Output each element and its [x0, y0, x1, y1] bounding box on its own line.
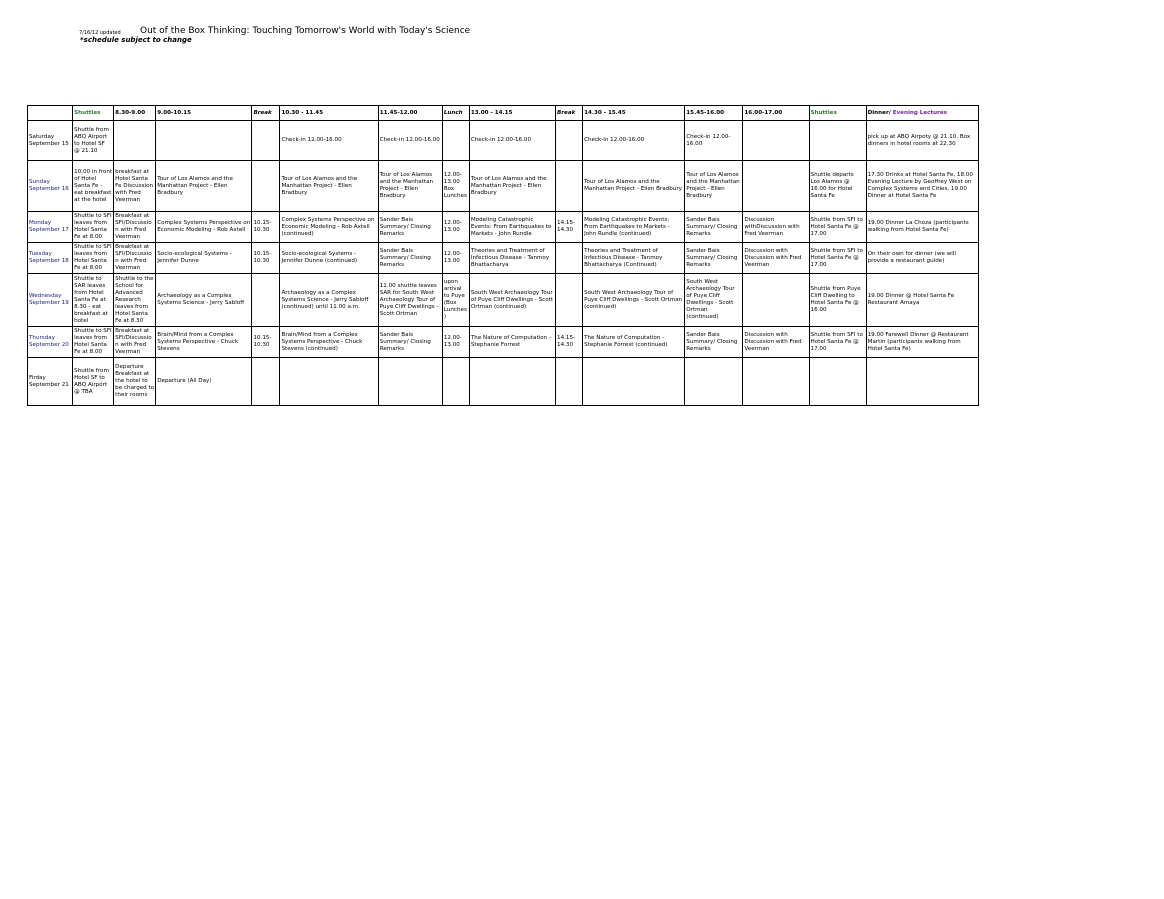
cell-1030: Check-in 12.00-16.00	[280, 121, 378, 161]
table-row	[28, 274, 979, 327]
cell-1145: 11.00 shuttle leaves SAR for South West Archaeology Tour of Puye Cliff Dwellings - Scott Ortman	[378, 274, 442, 327]
cell-830: Breakfast at SFI/Discussion with Fred Veerman	[114, 327, 156, 358]
cell-1300: Tour of Los Alamos and the Manhattan Project - Ellen Bradbury	[469, 161, 555, 212]
lunch-cell: 12.00-13.00	[442, 243, 469, 274]
schedule-note: *schedule subject to change	[80, 36, 192, 44]
cell-1145: Sander Bais Summary/ Closing Remarks	[378, 212, 442, 243]
cell-1300: Theories and Treatment of Infectious Disease - Tanmoy Bhattacharya	[469, 243, 555, 274]
header-lunch: Lunch	[442, 106, 469, 121]
schedule-table	[27, 105, 979, 406]
cell-830: Shuttle to the School for Advanced Research leaves from Hotel Santa Fe at 8.30	[114, 274, 156, 327]
cell-1300: Check-in 12.00-16.00	[469, 121, 555, 161]
cell-900: Archaeology as a Complex Systems Science - Jerry Sabloff	[156, 274, 252, 327]
day-cell: Firday September 21	[28, 358, 73, 406]
header-break-2: Break	[556, 106, 583, 121]
break-2-cell: 14.15-14.30	[556, 327, 583, 358]
cell-830	[114, 121, 156, 161]
day-cell: Monday September 17	[28, 212, 73, 243]
header-break-1: Break	[252, 106, 280, 121]
shuttle-pm-cell: Shuttle departs Los Alamos @ 16.00 for Hotel Santa Fe	[809, 161, 866, 212]
break-2-cell: 14.15-14.30	[556, 212, 583, 243]
shuttle-pm-cell	[809, 358, 866, 406]
shuttle-pm-cell: Shuttle from SFI to Hotel Santa Fe @ 17.00	[809, 327, 866, 358]
dinner-cell: 17.30 Drinks at Hotel Santa Fe, 18.00 Evening Lecture by Geoffrey West on Complex Systems and Cities, 19.00 Dinner at Hotel Santa Fe	[866, 161, 978, 212]
break-1-cell	[252, 161, 280, 212]
lunch-cell: 12.00-13.00 Box Lunches	[442, 161, 469, 212]
header-shuttles: Shuttles	[73, 106, 114, 121]
shuttle-am-cell: Shuttle from Hotel SF to ABQ Airport @ TBA	[73, 358, 114, 406]
cell-1600	[743, 274, 809, 327]
shuttle-am-cell: Shuttle to SFI leaves from Hotel Santa Fe at 8.00	[73, 243, 114, 274]
cell-1545: Sander Bais Summary/ Closing Remarks	[685, 327, 743, 358]
header-evening-lectures: Evening Lectures	[890, 109, 948, 116]
table-row	[28, 212, 979, 243]
table-row	[28, 327, 979, 358]
cell-1030: Tour of Los Alamos and the Manhattan Project - Ellen Bradbury	[280, 161, 378, 212]
cell-1145: Sander Bais Summary/ Closing Remarks	[378, 327, 442, 358]
cell-830: breakfast at Hotel Santa Fe Discussion with Fred Veerman	[114, 161, 156, 212]
cell-900: Complex Systems Perspective on Economic Modeling - Rob Axtell	[156, 212, 252, 243]
break-2-cell	[556, 274, 583, 327]
lunch-cell: 12.00-13.00	[442, 327, 469, 358]
cell-1430	[583, 358, 685, 406]
cell-1300: South West Archaeology Tour of Puye Cliff Dwellings - Scott Ortman (continued)	[469, 274, 555, 327]
header-dinner-label: Dinner/	[867, 109, 891, 116]
day-cell: Wednesday September 19	[28, 274, 73, 327]
dinner-cell: 19.00 Farewell Dinner @ Restaurant Martin (participants walking from Hotel Santa Fe)	[866, 327, 978, 358]
day-cell: Saturday September 15	[28, 121, 73, 161]
header-1145: 11.45-12.00	[378, 106, 442, 121]
shuttle-am-cell: Shuttle to SFI leaves from Hotel Santa Fe at 8.00	[73, 327, 114, 358]
cell-1430: The Nature of Computation - Stephanie Forrest (continued)	[583, 327, 685, 358]
day-cell: Sunday September 16	[28, 161, 73, 212]
cell-1600	[743, 358, 809, 406]
cell-1600: Discussion with Discussion with Fred Veerman	[743, 327, 809, 358]
dinner-cell: 19.00 Dinner La Choza (participants walking from Hotel Santa Fe)	[866, 212, 978, 243]
cell-1600: Discussion withDiscussion with Fred Veerman	[743, 212, 809, 243]
table-row	[28, 358, 979, 406]
header-row	[28, 106, 979, 121]
break-2-cell	[556, 161, 583, 212]
dinner-cell: On their own for dinner (we will provide a restaurant guide)	[866, 243, 978, 274]
dinner-cell	[866, 358, 978, 406]
day-cell: Thursday September 20	[28, 327, 73, 358]
cell-1545	[685, 358, 743, 406]
header-1030: 10.30 - 11.45	[280, 106, 378, 121]
cell-1145: Check-in 12.00-16.00	[378, 121, 442, 161]
cell-1600	[743, 161, 809, 212]
cell-900: Socio-ecological Systems - Jennifer Dunne	[156, 243, 252, 274]
break-2-cell	[556, 358, 583, 406]
lunch-cell	[442, 121, 469, 161]
header-1300: 13.00 - 14.15	[469, 106, 555, 121]
dinner-cell: pick up at ABQ Airpoty @ 21.10. Box dinners in hotel rooms at 22.30	[866, 121, 978, 161]
cell-1430: Theories and Treatment of Infectious Disease - Tanmoy Bhattacharya (Continued)	[583, 243, 685, 274]
header-corner	[28, 106, 73, 121]
shuttle-am-cell: Shuttle to SFI leaves from Hotel Santa Fe at 8.00	[73, 212, 114, 243]
cell-1145: Tour of Los Alamos and the Manhattan Project - Ellen Bradbury	[378, 161, 442, 212]
lunch-cell: upon arrival to Puye (Box Lunches)	[442, 274, 469, 327]
break-2-cell	[556, 121, 583, 161]
shuttle-pm-cell: Shuttle from SFI to Hotel Santa Fe @ 17.00	[809, 212, 866, 243]
cell-1145: Sander Bais Summary/ Closing Remarks	[378, 243, 442, 274]
shuttle-am-cell: Shuttle to SAR leaves from Hotel Santa Fe at 8.30 - eat breakfast at hotel	[73, 274, 114, 327]
header-shuttles-pm: Shuttles	[809, 106, 866, 121]
cell-1545: Check-in 12.00-16.00	[685, 121, 743, 161]
header-1545: 15.45-16.00	[685, 106, 743, 121]
cell-1430: Tour of Los Alamos and the Manhattan Project - Ellen Bradbury	[583, 161, 685, 212]
cell-1030: Archaeology as a Complex Systems Science - Jerry Sabloff (continued) until 11.00 a.m.	[280, 274, 378, 327]
cell-1545: Sander Bais Summary/ Closing Remarks	[685, 212, 743, 243]
cell-830: Breakfast at SFI/Discussion with Fred Veerman	[114, 212, 156, 243]
cell-1300: The Nature of Computation - Stephanie Forrest	[469, 327, 555, 358]
header-1600: 16.00-17.00	[743, 106, 809, 121]
cell-1430: South West Archaeology Tour of Puye Cliff Dwellings - Scott Ortman (continued)	[583, 274, 685, 327]
cell-900: Tour of Los Alamos and the Manhattan Project - Ellen Bradbury	[156, 161, 252, 212]
dinner-cell: 19.00 Dinner @ Hotel Santa Fe Restaurant Amaya	[866, 274, 978, 327]
break-1-cell: 10.15-10.30	[252, 212, 280, 243]
cell-1545: South West Archaeology Tour of Puye Cliff Dwellings - Scott Ortman (continued)	[685, 274, 743, 327]
break-2-cell	[556, 243, 583, 274]
table-row	[28, 121, 979, 161]
cell-1430: Check-in 12.00-16.00	[583, 121, 685, 161]
cell-1300: Modeling Catastrophic Events: From Earthquakes to Markets - John Rundle	[469, 212, 555, 243]
cell-1300	[469, 358, 555, 406]
break-1-cell	[252, 274, 280, 327]
header-900: 9.00-10.15	[156, 106, 252, 121]
cell-1030	[280, 358, 378, 406]
page-title: Out of the Box Thinking: Touching Tomorrow's World with Today's Science	[140, 26, 471, 36]
cell-1145	[378, 358, 442, 406]
cell-1030: Complex Systems Perspective on Economic Modeling - Rob Axtell (continued)	[280, 212, 378, 243]
cell-830: Breakfast at SFI/Discussion with Fred Veerman	[114, 243, 156, 274]
header-dinner	[866, 106, 978, 121]
day-cell: Tuesday September 18	[28, 243, 73, 274]
cell-830: Departure Breakfast at the hotel to be charged to their rooms	[114, 358, 156, 406]
table-row	[28, 161, 979, 212]
shuttle-pm-cell: Shuttle from Puye Cliff Dwelling to Hotel Santa Fe @ 16.00	[809, 274, 866, 327]
cell-1545: Sander Bais Summary/ Closing Remarks	[685, 243, 743, 274]
cell-1600: Discussion with Discussion with Fred Veerman	[743, 243, 809, 274]
table-row	[28, 243, 979, 274]
lunch-cell	[442, 358, 469, 406]
cell-1545: Tour of Los Alamos and the Manhattan Project - Ellen Bradbury	[685, 161, 743, 212]
cell-900: Brain/Mind from a Complex Systems Perspective - Chuck Stevens	[156, 327, 252, 358]
updated-date: 7/16/12 updated	[79, 30, 121, 36]
break-1-cell: 10.15-10.30	[252, 243, 280, 274]
cell-900	[156, 121, 252, 161]
break-1-cell: 10.15-10.30	[252, 327, 280, 358]
cell-900: Departure (All Day)	[156, 358, 252, 406]
cell-1600	[743, 121, 809, 161]
cell-1030: Brain/Mind from a Complex Systems Perspective - Chuck Stevens (continued)	[280, 327, 378, 358]
break-1-cell	[252, 121, 280, 161]
shuttle-am-cell: 10.00 in front of Hotel Santa Fe - eat breakfast at the hotel	[73, 161, 114, 212]
cell-1430: Modeling Catastrophic Events: From Earthquakes to Markets - John Rundle (continued)	[583, 212, 685, 243]
header-830: 8.30-9.00	[114, 106, 156, 121]
shuttle-pm-cell: Shuttle from SFI to Hotel Santa Fe @ 17.00	[809, 243, 866, 274]
shuttle-am-cell: Shuttle from ABQ Airport to Hotel SF @ 21.10	[73, 121, 114, 161]
header-1430: 14.30 - 15.45	[583, 106, 685, 121]
lunch-cell: 12.00-13.00	[442, 212, 469, 243]
shuttle-pm-cell	[809, 121, 866, 161]
break-1-cell	[252, 358, 280, 406]
cell-1030: Socio-ecological Systems - Jennifer Dunne (continued)	[280, 243, 378, 274]
